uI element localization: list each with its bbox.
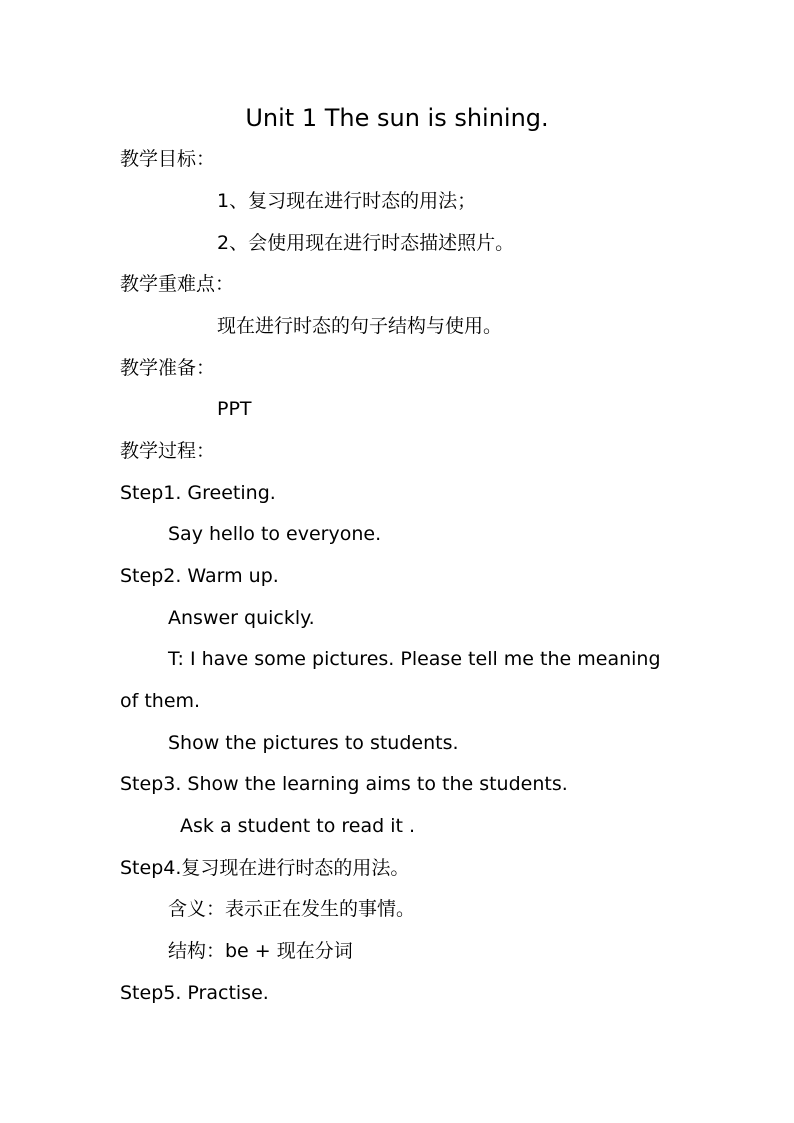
step-1-heading: Step1. Greeting.	[120, 482, 276, 504]
step-2-heading: Step2. Warm up.	[120, 565, 279, 587]
step-4-heading: Step4.复习现在进行时态的用法。	[120, 857, 410, 879]
step-2-detail-2-continued: of them.	[120, 690, 201, 712]
step-2-detail-2: T: I have some pictures. Please tell me the meaning	[168, 648, 661, 670]
step-4-structure: 结构：be + 现在分词	[168, 940, 353, 962]
section-heading-preparation: 教学准备：	[120, 357, 216, 379]
section-heading-objectives: 教学目标：	[120, 148, 216, 170]
key-points-text: 现在进行时态的句子结构与使用。	[217, 315, 503, 337]
step-5-heading: Step5. Practise.	[120, 982, 269, 1004]
preparation-text: PPT	[217, 398, 252, 420]
section-heading-key-points: 教学重难点：	[120, 273, 235, 295]
step-2-detail-3: Show the pictures to students.	[168, 732, 459, 754]
step-4-meaning: 含义：表示正在发生的事情。	[168, 898, 416, 920]
section-heading-process: 教学过程：	[120, 440, 216, 462]
step-3-heading: Step3. Show the learning aims to the students.	[120, 773, 568, 795]
document-title: Unit 1 The sun is shining.	[245, 104, 549, 132]
step-2-detail-1: Answer quickly.	[168, 607, 315, 629]
objective-item-2: 2、会使用现在进行时态描述照片。	[217, 232, 515, 254]
objective-item-1: 1、复习现在进行时态的用法；	[217, 190, 477, 212]
step-3-detail: Ask a student to read it .	[180, 815, 416, 837]
step-1-detail: Say hello to everyone.	[168, 523, 382, 545]
